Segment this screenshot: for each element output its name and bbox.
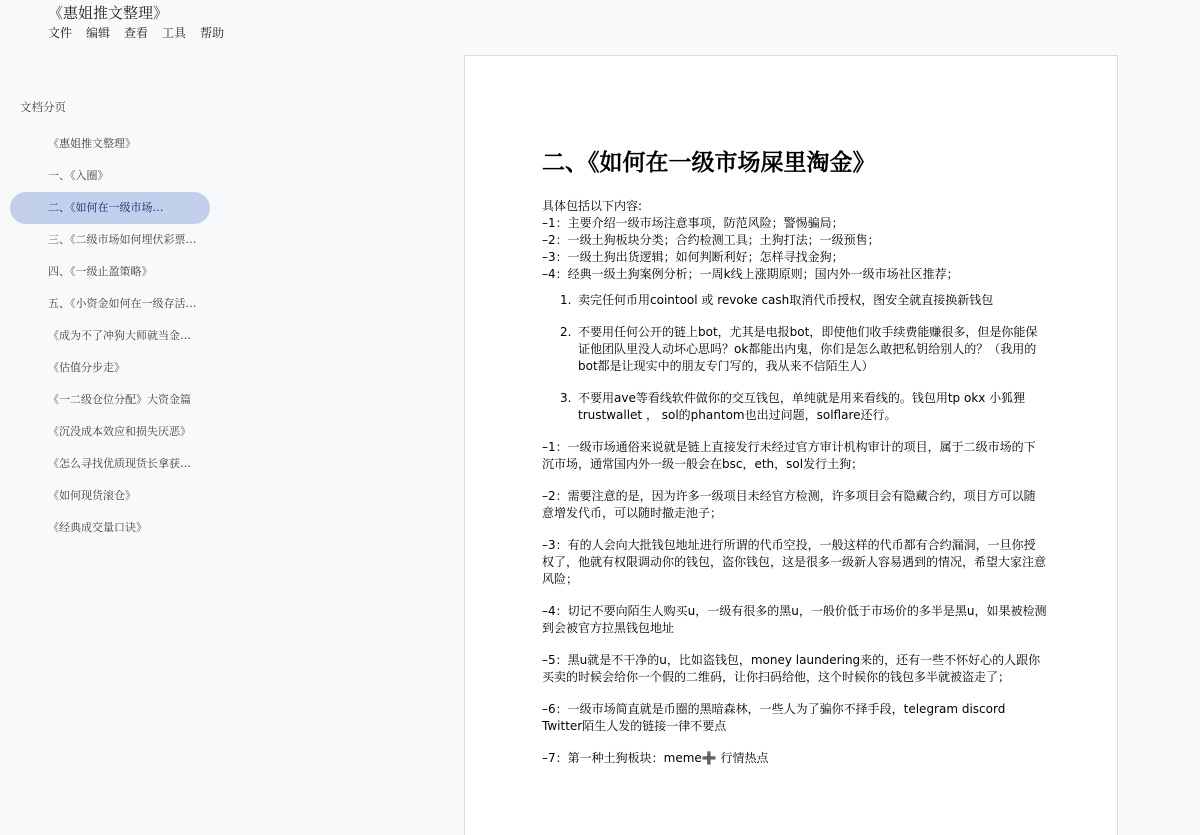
section-heading: 二、《如何在一级市场屎里淘金》	[542, 150, 876, 176]
paragraph: –5：黑u就是不干净的u，比如盗钱包，money laundering来的，还有一些不怀好心的人跟你买卖的时候会给你一个假的二维码，让你扫码给他，这个时候你的钱包多半就被盗走了；	[542, 653, 1041, 684]
numbered-item	[542, 324, 1047, 375]
item-text: 不要用ave等看线软件做你的交互钱包，单纯就是用来看线的。钱包用tp okx 小狐狸 trustwallet ， sol的phantom也出过问题，solflare还行。	[578, 391, 1026, 422]
document-title[interactable]: 《惠姐推文整理》	[48, 4, 169, 22]
intro-line: –2：一级土狗板块分类；合约检测工具；土狗打法；一级预售；	[542, 233, 880, 247]
intro-line: 具体包括以下内容:	[542, 199, 643, 213]
document-outline	[10, 128, 210, 544]
outline-item[interactable]: 一、《入圈》	[48, 169, 109, 182]
menu-file[interactable]: 文件	[48, 26, 73, 40]
outline-item[interactable]: 《一二级仓位分配》大资金篇	[48, 393, 191, 406]
menu-edit[interactable]: 编辑	[86, 26, 111, 40]
item-number: 2.	[560, 325, 572, 339]
menu-tools[interactable]: 工具	[162, 26, 187, 40]
menu-view[interactable]: 查看	[124, 26, 149, 40]
paragraph: –3：有的人会向大批钱包地址进行所谓的代币空投，一般这样的代币都有合约漏洞，一旦你授权了，他就有权限调动你的钱包，盗你钱包，这是很多一级新人容易遇到的情况，希望大家注意风险；	[542, 538, 1047, 586]
paragraph: –1：一级市场通俗来说就是链上直接发行未经过官方审计机构审计的项目，属于二级市场的下沉市场，通常国内外一级一般会在bsc，eth，sol发行土狗；	[542, 440, 1036, 471]
outline-item[interactable]: 《怎么寻找优质现货长拿获…	[48, 457, 191, 470]
outline-item[interactable]: 《估值分步走》	[48, 361, 125, 374]
item-number: 3.	[560, 391, 572, 405]
outline-item[interactable]: 三、《二级市场如何埋伏彩票…	[48, 233, 197, 246]
outline-item-active[interactable]: 二、《如何在一级市场…	[10, 192, 210, 224]
outline-item[interactable]: 《沉没成本效应和损失厌恶》	[48, 425, 191, 438]
outline-item[interactable]: 《经典成交量口诀》	[48, 521, 147, 534]
outline-item[interactable]: 《如何现货滚仓》	[48, 489, 136, 502]
paragraph: –7：第一种土狗板块：meme➕ 行情热点	[542, 751, 769, 765]
outline-heading: 文档分页	[20, 100, 66, 114]
menu-bar	[47, 25, 225, 41]
outline-item[interactable]: 四、《一级止盈策略》	[48, 265, 153, 278]
outline-item[interactable]: 《成为不了冲狗大师就当金…	[48, 329, 191, 342]
menu-help[interactable]: 帮助	[200, 26, 225, 40]
document-page[interactable]	[464, 55, 1118, 835]
intro-line: –4：经典一级土狗案例分析；一周k线上涨期原则；国内外一级市场社区推荐；	[542, 267, 959, 281]
paragraph: –6：一级市场简直就是币圈的黑暗森林，一些人为了骗你不择手段，telegram discord Twitter陌生人发的链接一律不要点	[542, 702, 1006, 733]
item-number: 1.	[560, 293, 572, 307]
outline-item[interactable]: 《惠姐推文整理》	[48, 137, 136, 150]
intro-block	[542, 198, 1047, 283]
paragraph: –4：切记不要向陌生人购买u，一级有很多的黑u，一般价低于市场价的多半是黑u，如果被检测到会被官方拉黑钱包地址	[542, 604, 1047, 635]
intro-line: –1：主要介绍一级市场注意事项，防范风险；警惕骗局；	[542, 216, 844, 230]
numbered-item	[542, 390, 1047, 424]
document-body	[542, 148, 1047, 782]
item-text: 不要用任何公开的链上bot，尤其是电报bot，即使他们收手续费能赚很多，但是你能保证他团队里没人动坏心思吗？ok都能出内鬼，你们是怎么敢把私钥给别人的？（我用的bot都是让现实中的朋友专门写的，我从来不信陌生人）	[578, 325, 1038, 373]
outline-item[interactable]: 五、《小资金如何在一级存活…	[48, 297, 197, 310]
intro-line: –3：一级土狗出货逻辑；如何判断利好；怎样寻找金狗；	[542, 250, 844, 264]
paragraph: –2：需要注意的是，因为许多一级项目未经官方检测，许多项目会有隐藏合约，项目方可以随意增发代币，可以随时撤走池子；	[542, 489, 1036, 520]
item-text: 卖完任何币用cointool 或 revoke cash取消代币授权，图安全就直接换新钱包	[578, 293, 994, 307]
numbered-item	[542, 292, 1047, 309]
numbered-list	[542, 292, 1047, 424]
